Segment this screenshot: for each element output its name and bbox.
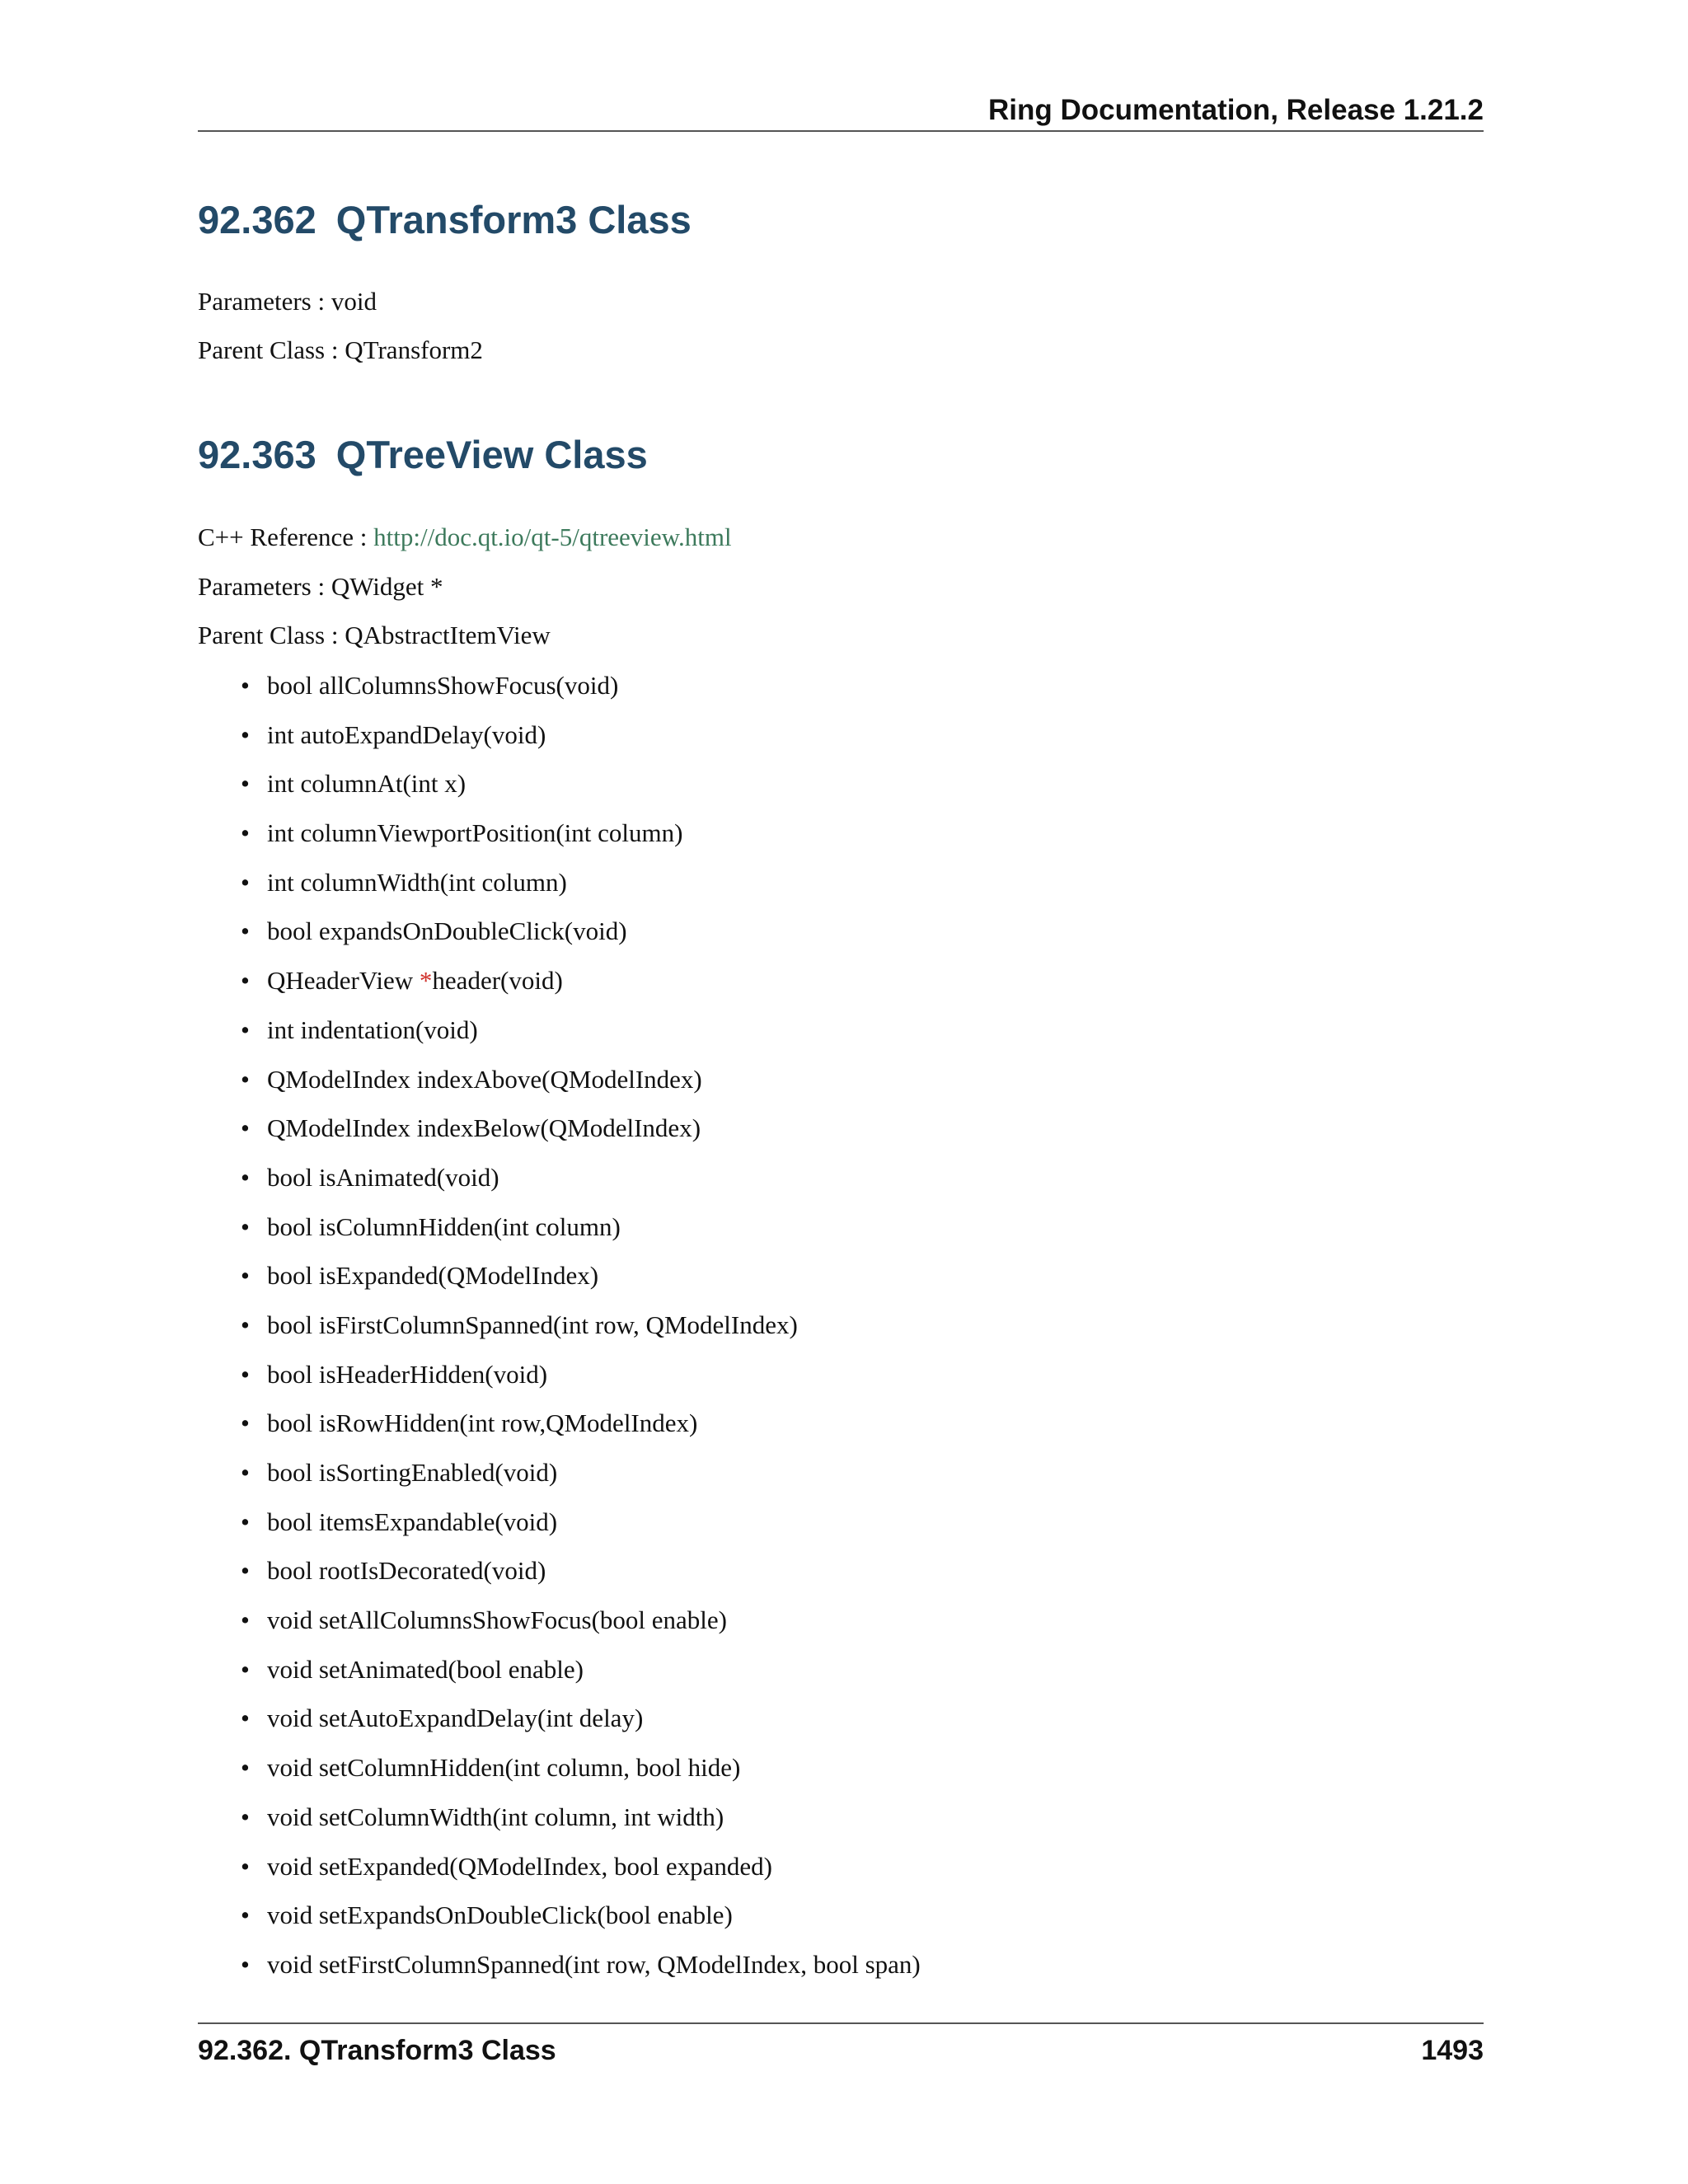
parameters-label: Parameters : — [198, 287, 331, 316]
list-item — [198, 1014, 921, 1063]
method-signature: QModelIndex indexBelow(QModelIndex) — [267, 1113, 701, 1143]
section-title-qtreeview — [198, 430, 648, 480]
list-item — [198, 1751, 921, 1801]
method-signature: void setAllColumnsShowFocus(bool enable) — [267, 1605, 727, 1635]
bullet-icon: • — [241, 1408, 250, 1438]
list-item — [198, 1604, 921, 1653]
list-item — [198, 719, 921, 768]
method-signature: bool isRowHidden(int row,QModelIndex) — [267, 1408, 698, 1438]
bullet-icon: • — [241, 1113, 250, 1143]
cpp-reference-link[interactable]: http://doc.qt.io/qt-5/qtreeview.html — [373, 523, 732, 551]
bullet-icon: • — [241, 818, 250, 848]
page-number: 1493 — [1421, 2035, 1484, 2066]
method-list — [198, 669, 921, 1998]
method-signature: void setFirstColumnSpanned(int row, QModelIndex, bool span) — [267, 1949, 921, 1979]
bullet-icon: • — [241, 867, 250, 897]
bullet-icon: • — [241, 1015, 250, 1044]
bullet-icon: • — [241, 1310, 250, 1339]
list-item — [198, 1850, 921, 1900]
section-name: QTreeView Class — [335, 433, 648, 476]
pointer-star: * — [419, 966, 433, 996]
list-item — [198, 1407, 921, 1456]
cpp-reference-label: C++ Reference : — [198, 523, 374, 551]
method-signature: bool itemsExpandable(void) — [267, 1507, 558, 1536]
list-item — [198, 1309, 921, 1358]
method-signature: int indentation(void) — [267, 1015, 478, 1044]
method-signature: QHeaderView — [267, 966, 420, 996]
bullet-icon: • — [241, 1064, 250, 1094]
parent-class-field — [198, 334, 483, 367]
method-signature: int columnViewportPosition(int column) — [267, 818, 683, 848]
list-item — [198, 1899, 921, 1948]
parameters-value: void — [331, 287, 377, 316]
bullet-icon: • — [241, 671, 250, 700]
bullet-icon: • — [241, 1458, 250, 1487]
list-item — [198, 1702, 921, 1751]
bullet-icon: • — [241, 1261, 250, 1291]
footer-rule — [198, 2022, 1484, 2024]
bullet-icon: • — [241, 966, 250, 996]
list-item — [198, 1161, 921, 1211]
parent-class-value: QTransform2 — [345, 335, 483, 364]
bullet-icon: • — [241, 1162, 250, 1192]
parameters-field — [198, 285, 377, 318]
bullet-icon: • — [241, 769, 250, 799]
method-signature-rest: header(void) — [432, 966, 563, 996]
bullet-icon: • — [241, 1753, 250, 1783]
header-rule — [198, 130, 1484, 132]
method-signature: bool isFirstColumnSpanned(int row, QModelIndex) — [267, 1310, 798, 1339]
method-signature: int autoExpandDelay(void) — [267, 719, 546, 749]
method-signature: bool expandsOnDoubleClick(void) — [267, 916, 627, 946]
list-item — [198, 1259, 921, 1309]
method-signature: void setExpanded(QModelIndex, bool expanded) — [267, 1851, 772, 1881]
section-number: 92.363 — [198, 433, 316, 476]
list-item — [198, 1211, 921, 1260]
method-signature: void setColumnHidden(int column, bool hide) — [267, 1753, 741, 1783]
method-signature: int columnAt(int x) — [267, 769, 467, 799]
list-item — [198, 866, 921, 916]
bullet-icon: • — [241, 1949, 250, 1979]
list-item — [198, 915, 921, 964]
method-signature: int columnWidth(int column) — [267, 867, 567, 897]
bullet-icon: • — [241, 1605, 250, 1635]
method-signature: bool allColumnsShowFocus(void) — [267, 671, 619, 700]
parameters-value: QWidget * — [331, 572, 443, 601]
parameters-field — [198, 570, 443, 603]
method-signature: bool isAnimated(void) — [267, 1162, 499, 1192]
list-item — [198, 1948, 921, 1998]
method-signature: bool isSortingEnabled(void) — [267, 1458, 558, 1487]
document-page — [198, 0, 1484, 2184]
parent-class-label: Parent Class : — [198, 621, 345, 649]
running-header: Ring Documentation, Release 1.21.2 — [987, 94, 1484, 126]
parameters-label: Parameters : — [198, 572, 331, 601]
method-signature: void setColumnWidth(int column, int width) — [267, 1802, 724, 1831]
bullet-icon: • — [241, 719, 250, 749]
bullet-icon: • — [241, 1802, 250, 1831]
method-signature: void setAutoExpandDelay(int delay) — [267, 1704, 644, 1733]
method-signature: void setAnimated(bool enable) — [267, 1654, 584, 1684]
method-signature: QModelIndex indexAbove(QModelIndex) — [267, 1064, 702, 1094]
parent-class-label: Parent Class : — [198, 335, 345, 364]
bullet-icon: • — [241, 916, 250, 946]
cpp-reference-field — [198, 521, 732, 554]
list-item — [198, 1554, 921, 1604]
list-item — [198, 1653, 921, 1703]
method-signature: bool rootIsDecorated(void) — [267, 1556, 546, 1586]
list-item — [198, 964, 921, 1014]
list-item — [198, 767, 921, 817]
bullet-icon: • — [241, 1359, 250, 1389]
list-item — [198, 1112, 921, 1161]
list-item — [198, 817, 921, 866]
method-signature: bool isExpanded(QModelIndex) — [267, 1261, 599, 1291]
list-item — [198, 1456, 921, 1506]
list-item — [198, 1063, 921, 1113]
list-item — [198, 1358, 921, 1408]
list-item — [198, 1506, 921, 1555]
parent-class-value: QAbstractItemView — [345, 621, 551, 649]
section-title-qtransform3 — [198, 195, 692, 245]
list-item — [198, 669, 921, 719]
bullet-icon: • — [241, 1212, 250, 1241]
bullet-icon: • — [241, 1704, 250, 1733]
bullet-icon: • — [241, 1851, 250, 1881]
bullet-icon: • — [241, 1900, 250, 1930]
footer-section-title: 92.362. QTransform3 Class — [198, 2035, 556, 2066]
list-item — [198, 1801, 921, 1850]
section-number: 92.362 — [198, 198, 316, 241]
method-signature: bool isColumnHidden(int column) — [267, 1212, 621, 1241]
bullet-icon: • — [241, 1654, 250, 1684]
bullet-icon: • — [241, 1556, 250, 1586]
bullet-icon: • — [241, 1507, 250, 1536]
method-signature: void setExpandsOnDoubleClick(bool enable) — [267, 1900, 733, 1930]
section-name: QTransform3 Class — [335, 198, 692, 241]
parent-class-field — [198, 619, 551, 652]
method-signature: bool isHeaderHidden(void) — [267, 1359, 548, 1389]
